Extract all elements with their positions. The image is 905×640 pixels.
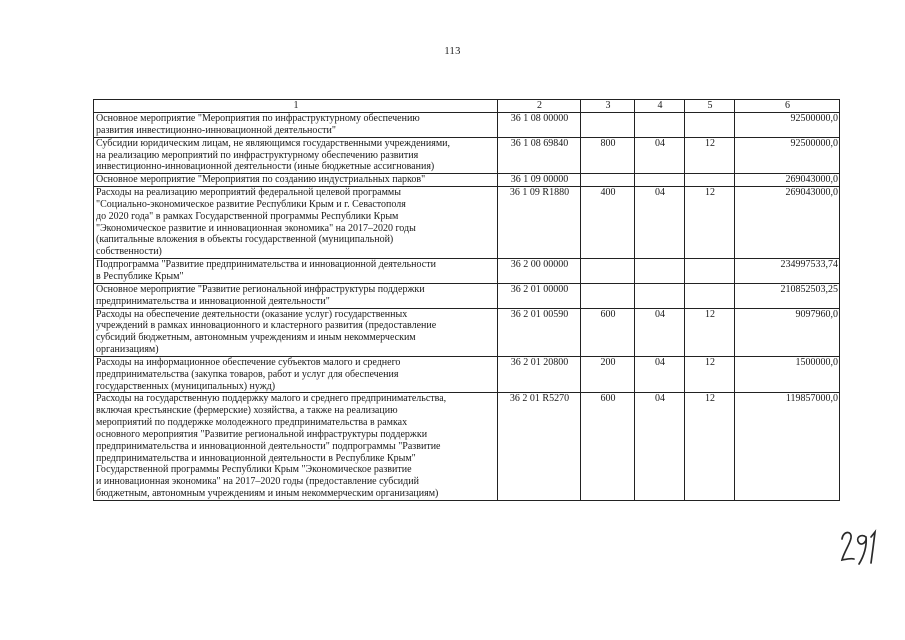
amount-cell: 9097960,0 bbox=[735, 308, 840, 356]
table-body bbox=[94, 113, 840, 501]
subsection-cell bbox=[685, 113, 735, 138]
handwritten-signature-291 bbox=[839, 524, 879, 566]
expense-name-line: "Социально-экономическое развитие Республики Крым и г. Севастополя bbox=[96, 198, 406, 210]
header-cell: 5 bbox=[685, 100, 735, 113]
expense-name-cell bbox=[94, 187, 498, 259]
subsection-cell bbox=[685, 259, 735, 284]
expense-name-cell bbox=[94, 174, 498, 187]
expense-name-line: мероприятий по поддержке молодежного предпринимательства в рамках bbox=[96, 417, 408, 429]
target-article-code-cell: 36 2 01 00590 bbox=[498, 308, 581, 356]
subsection-cell: 12 bbox=[685, 308, 735, 356]
subsection-cell bbox=[685, 174, 735, 187]
section-cell bbox=[635, 283, 685, 308]
expense-name-line: предпринимательства и инновационной деятельности" подпрограммы "Развитие bbox=[96, 440, 441, 452]
amount-cell: 269043000,0 bbox=[735, 174, 840, 187]
expense-name-cell bbox=[94, 283, 498, 308]
page-number: 113 bbox=[444, 46, 461, 57]
table-row bbox=[94, 356, 840, 393]
expense-type-cell: 200 bbox=[581, 356, 635, 393]
section-cell: 04 bbox=[635, 393, 685, 501]
table-row bbox=[94, 308, 840, 356]
expense-name-line: и инновационная экономика" на 2017–2020 годы (предоставление субсидий bbox=[96, 476, 419, 488]
table-header-row bbox=[94, 100, 840, 113]
expense-type-cell: 400 bbox=[581, 187, 635, 259]
expense-type-cell: 800 bbox=[581, 137, 635, 174]
budget-table bbox=[93, 99, 840, 501]
header-cell: 1 bbox=[94, 100, 498, 113]
expense-name-line: Субсидии юридическим лицам, не являющимся государственными учреждениями, bbox=[96, 137, 451, 149]
target-article-code-cell: 36 1 09 00000 bbox=[498, 174, 581, 187]
expense-name-line: Расходы на государственную поддержку малого и среднего предпринимательства, bbox=[96, 393, 447, 405]
amount-cell: 119857000,0 bbox=[735, 393, 840, 501]
expense-name-line: бюджетным, автономным учреждениям и иным некоммерческим организациям) bbox=[96, 488, 439, 500]
table-row bbox=[94, 187, 840, 259]
amount-cell: 234997533,74 bbox=[735, 259, 840, 284]
expense-type-cell bbox=[581, 283, 635, 308]
expense-name-line: предпринимательства и инновационной деятельности в Республике Крым" bbox=[96, 452, 416, 464]
header-cell: 3 bbox=[581, 100, 635, 113]
subsection-cell: 12 bbox=[685, 137, 735, 174]
expense-name-line: включая крестьянские (фермерские) хозяйства, а также на реализацию bbox=[96, 405, 398, 417]
expense-name-line: предпринимательства и инновационной деятельности" bbox=[96, 295, 330, 307]
table-row bbox=[94, 137, 840, 174]
amount-cell: 269043000,0 bbox=[735, 187, 840, 259]
table-row bbox=[94, 113, 840, 138]
expense-type-cell bbox=[581, 259, 635, 284]
target-article-code-cell: 36 1 09 R1880 bbox=[498, 187, 581, 259]
table-row bbox=[94, 174, 840, 187]
subsection-cell: 12 bbox=[685, 393, 735, 501]
expense-type-cell: 600 bbox=[581, 308, 635, 356]
section-cell bbox=[635, 113, 685, 138]
section-cell bbox=[635, 259, 685, 284]
header-cell: 4 bbox=[635, 100, 685, 113]
subsection-cell bbox=[685, 283, 735, 308]
header-cell: 6 bbox=[735, 100, 840, 113]
expense-name-line: Расходы на информационное обеспечение субъектов малого и среднего bbox=[96, 356, 401, 368]
target-article-code-cell: 36 2 01 20800 bbox=[498, 356, 581, 393]
amount-cell: 210852503,25 bbox=[735, 283, 840, 308]
expense-name-line: Расходы на обеспечение деятельности (оказание услуг) государственных bbox=[96, 308, 408, 320]
expense-type-cell bbox=[581, 113, 635, 138]
expense-name-cell bbox=[94, 113, 498, 138]
target-article-code-cell: 36 2 01 R5270 bbox=[498, 393, 581, 501]
expense-name-line: организациям) bbox=[96, 344, 159, 356]
header-cell: 2 bbox=[498, 100, 581, 113]
expense-type-cell: 600 bbox=[581, 393, 635, 501]
expense-name-line: на реализацию мероприятий по инфраструктурному обеспечению развития bbox=[96, 149, 419, 161]
expense-name-line: Подпрограмма "Развитие предпринимательства и инновационной деятельности bbox=[96, 259, 436, 271]
section-cell: 04 bbox=[635, 137, 685, 174]
expense-name-line: Основное мероприятие "Мероприятия по инфраструктурному обеспечению bbox=[96, 113, 420, 124]
expense-name-line: государственных (муниципальных) нужд) bbox=[96, 380, 276, 392]
section-cell: 04 bbox=[635, 187, 685, 259]
expense-name-line: субсидий бюджетным, автономным учреждениям и иным некоммерческим bbox=[96, 332, 416, 344]
expense-name-line: до 2020 года" в рамках Государственной программы Республики Крым bbox=[96, 210, 399, 222]
expense-name-line: инвестиционно-инновационной деятельности (иные бюджетные ассигнования) bbox=[96, 161, 435, 173]
expense-name-line: собственности) bbox=[96, 246, 162, 258]
amount-cell: 1500000,0 bbox=[735, 356, 840, 393]
expense-name-cell bbox=[94, 356, 498, 393]
expense-name-cell bbox=[94, 308, 498, 356]
expense-name-line: Основное мероприятие "Мероприятия по созданию индустриальных парков" bbox=[96, 174, 426, 186]
expense-name-line: (капитальные вложения в объекты государственной (муниципальной) bbox=[96, 234, 394, 246]
expense-name-line: "Экономическое развитие и инновационная экономика" на 2017–2020 годы bbox=[96, 222, 416, 234]
expense-name-line: в Республике Крым" bbox=[96, 270, 184, 282]
subsection-cell: 12 bbox=[685, 356, 735, 393]
section-cell: 04 bbox=[635, 356, 685, 393]
expense-name-line: Расходы на реализацию мероприятий федеральной целевой программы bbox=[96, 187, 401, 199]
expense-name-cell bbox=[94, 393, 498, 501]
target-article-code-cell: 36 2 01 00000 bbox=[498, 283, 581, 308]
expense-name-line: Государственной программы Республики Крым "Экономическое развитие bbox=[96, 464, 412, 476]
expense-name-line: предпринимательства (закупка товаров, работ и услуг для обеспечения bbox=[96, 368, 399, 380]
subsection-cell: 12 bbox=[685, 187, 735, 259]
amount-cell: 92500000,0 bbox=[735, 113, 840, 138]
target-article-code-cell: 36 1 08 69840 bbox=[498, 137, 581, 174]
section-cell bbox=[635, 174, 685, 187]
table-row bbox=[94, 259, 840, 284]
table-row bbox=[94, 393, 840, 501]
expense-type-cell bbox=[581, 174, 635, 187]
expense-name-line: учреждений в рамках инновационного и кластерного развития (предоставление bbox=[96, 320, 437, 332]
expense-name-line: Основное мероприятие "Развитие региональной инфраструктуры поддержки bbox=[96, 283, 425, 295]
expense-name-cell bbox=[94, 137, 498, 174]
table-row bbox=[94, 283, 840, 308]
expense-name-cell bbox=[94, 259, 498, 284]
target-article-code-cell: 36 1 08 00000 bbox=[498, 113, 581, 138]
expense-name-line: развития инвестиционно-инновационной деятельности" bbox=[96, 124, 336, 136]
expense-name-line: основного мероприятия "Развитие региональной инфраструктуры поддержки bbox=[96, 428, 428, 440]
amount-cell: 92500000,0 bbox=[735, 137, 840, 174]
target-article-code-cell: 36 2 00 00000 bbox=[498, 259, 581, 284]
section-cell: 04 bbox=[635, 308, 685, 356]
